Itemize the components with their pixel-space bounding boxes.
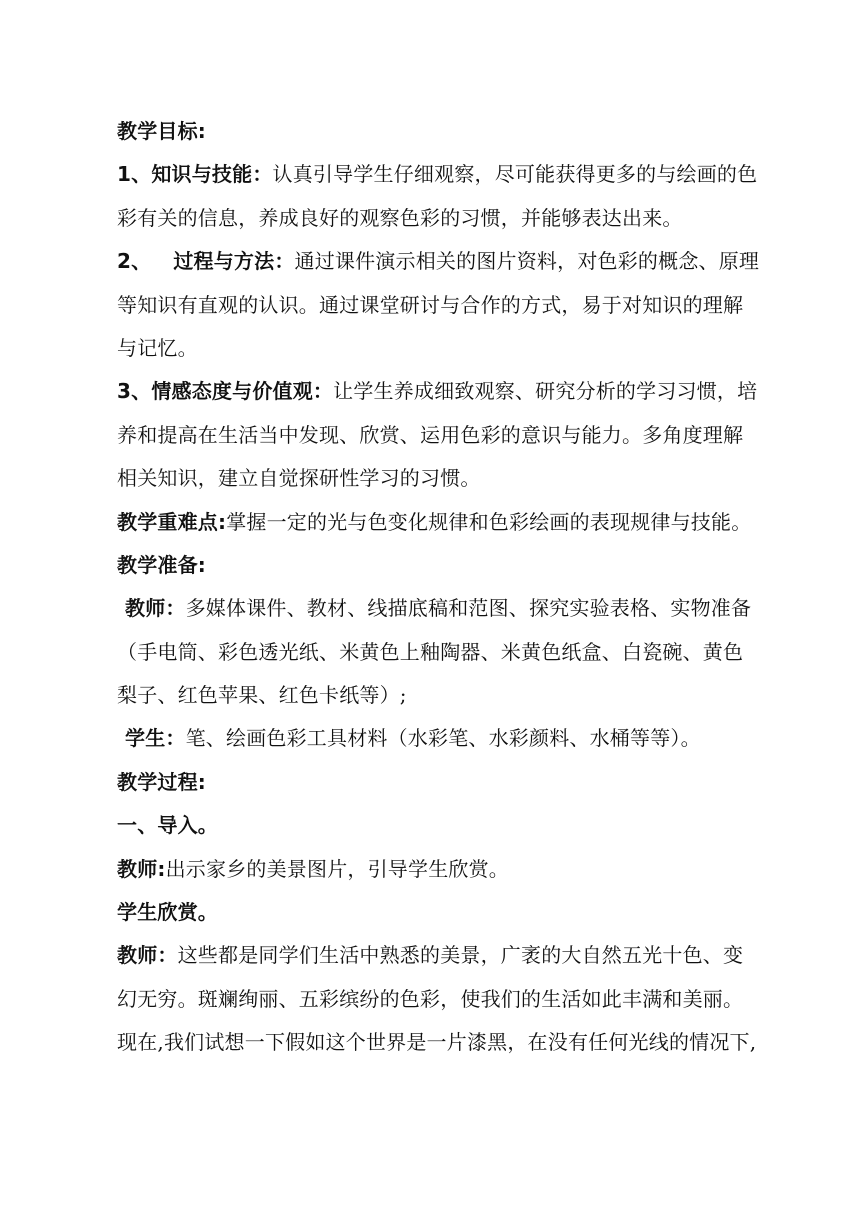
objective-1-line-1: 1、知识与技能：认真引导学生仔细观察，尽可能获得更多的与绘画的色	[117, 162, 758, 187]
teacher-prep-label: 教师：	[125, 596, 186, 621]
process-heading: 教学过程:	[117, 769, 206, 794]
objective-3-line-2: 养和提高在生活当中发现、欣赏、运用色彩的意识与能力。多角度理解	[117, 422, 744, 447]
objective-3-line-3: 相关知识，建立自觉探研性学习的习惯。	[117, 466, 481, 491]
student-prep-label: 学生：	[125, 726, 186, 751]
teacher-prep-line-3: 梨子、红色苹果、红色卡纸等）;	[117, 683, 407, 708]
student-enjoy: 学生欣赏。	[117, 900, 218, 925]
prep-heading: 教学准备:	[117, 552, 206, 577]
objective-1-line-2: 彩有关的信息，养成良好的观察色彩的习惯，并能够表达出来。	[117, 205, 683, 230]
objective-3-line-1: 3、情感态度与价值观：让学生养成细致观察、研究分析的学习习惯，培	[117, 379, 758, 404]
key-points: 教学重难点:掌握一定的光与色变化规律和色彩绘画的表现规律与技能。	[117, 509, 752, 534]
student-prep: 学生：笔、绘画色彩工具材料（水彩笔、水彩颜料、水桶等等）。	[125, 726, 701, 751]
teacher-step-2-line-3: 现在,我们试想一下假如这个世界是一片漆黑，在没有任何光线的情况下,	[117, 1030, 757, 1055]
teacher-label: 教师：	[117, 943, 178, 968]
key-points-label: 教学重难点:	[117, 509, 227, 534]
objective-2-line-1: 2、 过程与方法：通过课件演示相关的图片资料，对色彩的概念、原理	[117, 249, 760, 274]
teacher-step-1: 教师:出示家乡的美景图片，引导学生欣赏。	[117, 856, 510, 881]
teacher-step-2-line-1: 教师：这些都是同学们生活中熟悉的美景，广袤的大自然五光十色、变	[117, 943, 744, 968]
objective-1-label: 1、知识与技能：	[117, 162, 273, 187]
document-page	[117, 110, 760, 1065]
section-1-heading: 一、导入。	[117, 813, 218, 838]
teacher-step-2-line-2: 幻无穷。斑斓绚丽、五彩缤纷的色彩，使我们的生活如此丰满和美丽。	[117, 986, 744, 1011]
teacher-label: 教师:	[117, 856, 166, 881]
teacher-prep-line-1: 教师：多媒体课件、教材、线描底稿和范图、探究实验表格、实物准备	[125, 596, 752, 621]
objective-3-label: 3、情感态度与价值观：	[117, 379, 334, 404]
objective-2-line-2: 等知识有直观的认识。通过课堂研讨与合作的方式，易于对知识的理解	[117, 292, 744, 317]
objective-2-line-3: 与记忆。	[117, 335, 198, 360]
teacher-prep-line-2: （手电筒、彩色透光纸、米黄色上釉陶器、米黄色纸盒、白瓷碗、黄色	[117, 639, 744, 664]
objective-2-label: 过程与方法：	[173, 249, 295, 274]
objectives-heading: 教学目标:	[117, 119, 206, 143]
